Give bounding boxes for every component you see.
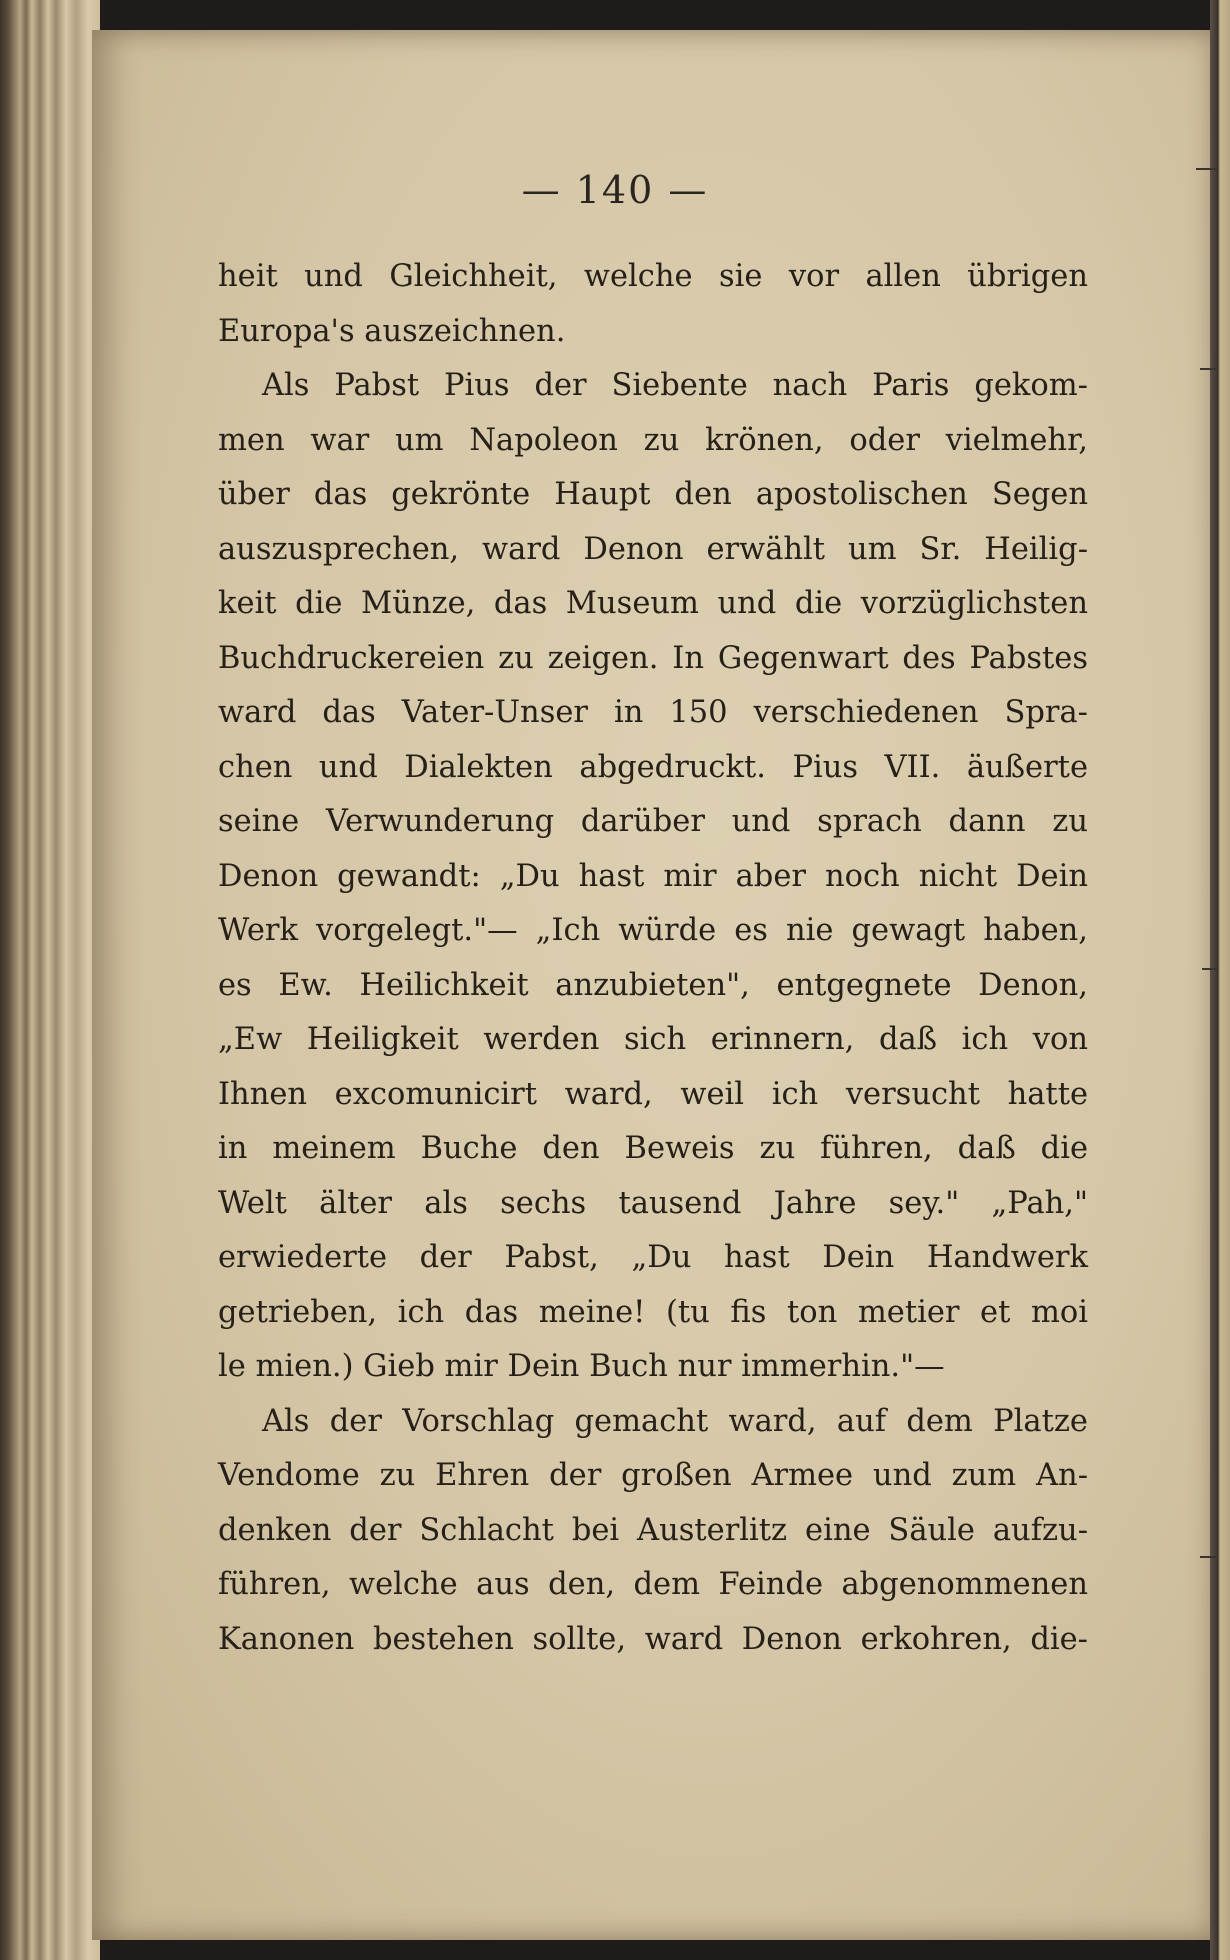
right-edge (1210, 0, 1230, 1960)
text-line: men war um Napoleon zu krönen, oder vielmehr, (218, 422, 1088, 458)
text-line: ward das Vater-Unser in 150 verschiedenen Spra- (218, 695, 1088, 730)
text-line: erwiederte der Pabst, „Du hast Dein Handwerk (218, 1240, 1088, 1275)
text-line: in meinem Buche den Beweis zu führen, daß die (218, 1131, 1088, 1166)
text-line: über das gekrönte Haupt den apostolischen Segen (218, 477, 1088, 512)
text-line: keit die Münze, das Museum und die vorzüglichsten (218, 586, 1088, 621)
text-line: führen, welche aus den, dem Feinde abgenommenen (218, 1567, 1088, 1602)
page-edges (0, 0, 100, 1960)
text-line: Europa's auszeichnen. (218, 313, 566, 349)
text-line: „Ew Heiligkeit werden sich erinnern, daß ich von (218, 1022, 1088, 1057)
text-line: Vendome zu Ehren der großen Armee und zum An- (218, 1458, 1088, 1493)
margin-mark (1200, 1556, 1218, 1558)
margin-mark (1202, 968, 1218, 970)
text-line: Buchdruckereien zu zeigen. In Gegenwart des Pabstes (218, 640, 1088, 676)
text-line: seine Verwunderung darüber und sprach dann zu (218, 804, 1088, 839)
margin-mark (1200, 368, 1218, 370)
text-line: chen und Dialekten abgedruckt. Pius VII. äußerte (218, 749, 1088, 785)
text-line: denken der Schlacht bei Austerlitz eine Säule aufzu- (218, 1512, 1088, 1548)
text-line: es Ew. Heilichkeit anzubieten", entgegnete Denon, (218, 967, 1088, 1003)
text-line: Als Pabst Pius der Siebente nach Paris gekom- (262, 368, 1088, 403)
text-line: Ihnen excomunicirt ward, weil ich versucht hatte (218, 1076, 1088, 1112)
text-line: getrieben, ich das meine! (tu fis ton metier et moi (218, 1294, 1088, 1330)
page-number: — 140 — (521, 168, 709, 212)
text-line: Welt älter als sechs tausend Jahre sey." „Pah," (218, 1185, 1088, 1221)
text-line: le mien.) Gieb mir Dein Buch nur immerhin."— (218, 1349, 945, 1384)
text-line: Als der Vorschlag gemacht ward, auf dem Platze (262, 1403, 1088, 1439)
body-text (218, 250, 1088, 1667)
text-line: auszusprechen, ward Denon erwählt um Sr. Heilig- (218, 531, 1088, 567)
text-line: Denon gewandt: „Du hast mir aber noch nicht Dein (218, 858, 1088, 894)
text-line: Kanonen bestehen sollte, ward Denon erkohren, die- (218, 1621, 1088, 1657)
text-line: Werk vorgelegt."— „Ich würde es nie gewagt haben, (218, 913, 1088, 948)
text-line: heit und Gleichheit, welche sie vor allen übrigen (218, 259, 1088, 294)
